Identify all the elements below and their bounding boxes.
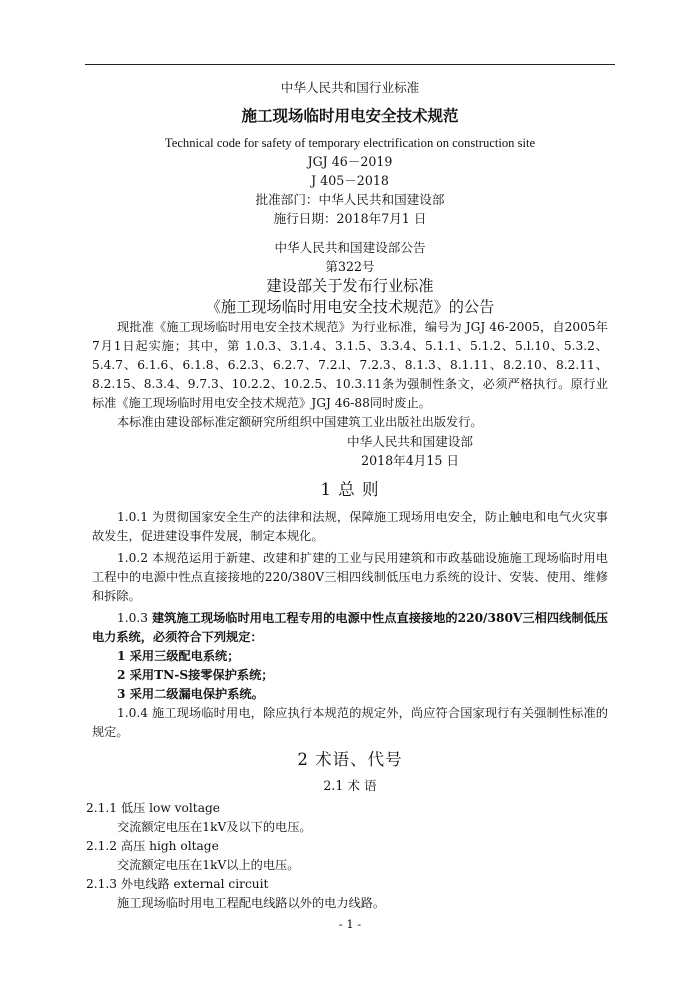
section-2-1-title: 2.1 术 语 xyxy=(323,778,377,793)
chapter-1-title: 1 总 则 xyxy=(320,480,380,499)
term-2-1-2: 2.1.2 高压 high oltage xyxy=(86,839,219,853)
clause-1-0-3 xyxy=(92,609,608,647)
document-page xyxy=(86,78,608,913)
term-2-1-2-definition: 交流额定电压在1kV以上的电压。 xyxy=(117,858,300,872)
document-title: 施工现场临时用电安全技术规范 xyxy=(241,106,459,125)
announcement-body: 现批准《施工现场临时用电安全技术规范》为行业标准，编号为 JGJ 46-2005，自2005年7月1日起实施；其中，第 1.0.3、3.1.4、3.1.5、3.3.4、5.1.1、5.1.2、5.l.10、5.3.2、5.4.7、6.1.6、6.1.8、6.2.3、6.2.7、7.2.l、7.2.3、8.1.3、8.1.11、8.2.10、8.2.11、8.2.15、8.3.4、9.7.3、10.2.2、10.2.5、10.3.11条为强制性条文，必须严格执行。原行业标准《施工现场临时用电安全技术规范》JGJ 46-88同时废止。 xyxy=(92,320,608,410)
chapter-2-title: 2 术语、代号 xyxy=(297,750,403,769)
announcement-title-line1: 建设部关于发布行业标准 xyxy=(266,277,434,295)
list-item: 3 采用二级漏电保护系统。 xyxy=(117,687,264,701)
announcement-publisher-note: 本标准由建设部标准定额研究所组织中国建筑工业出版社出版发行。 xyxy=(117,415,483,429)
announcement-issuer: 中华人民共和国建设部公告 xyxy=(274,240,426,255)
clause-1-0-4: 1.0.4 施工现场临时用电，除应执行本规范的规定外，尚应符合国家现行有关强制性标准的规定。 xyxy=(92,706,608,739)
list-item: 1 采用三级配电系统； xyxy=(117,649,240,663)
announcement-signer: 中华人民共和国建设部 xyxy=(347,434,473,449)
clause-1-0-3-text: 建筑施工现场临时用电工程专用的电源中性点直接接地的220/380V三相四线制低压电力系统，必须符合下列规定： xyxy=(92,611,608,644)
clause-1-0-2: 1.0.2 本规范运用于新建、改建和扩建的工业与民用建筑和市政基础设施施工现场临时用电工程中的电源中性点直接接地的220/380V三相四线制低压电力系统的设计、安装、使用、维修和拆除。 xyxy=(92,551,608,603)
standard-code-j: J 405－2018 xyxy=(311,173,389,188)
clause-1-0-1: 1.0.1 为贯彻国家安全生产的法律和法规，保障施工现场用电安全，防止触电和电气火灾事故发生，促进建设事件发展，制定本规化。 xyxy=(92,510,608,543)
effective-date: 施行日期：2018年7月1 日 xyxy=(273,211,427,226)
approval-department: 批准部门：中华人民共和国建设部 xyxy=(255,192,445,207)
announcement-title-line2: 《施工现场临时用电安全技术规范》的公告 xyxy=(205,298,495,316)
term-2-1-1-definition: 交流额定电压在1kV及以下的电压。 xyxy=(117,820,312,834)
term-2-1-1: 2.1.1 低压 low voltage xyxy=(86,801,220,815)
standard-category: 中华人民共和国行业标准 xyxy=(280,80,420,95)
header-rule xyxy=(85,64,615,65)
term-2-1-3: 2.1.3 外电线路 external circuit xyxy=(86,877,269,891)
list-item: 2 采用TN-S接零保护系统； xyxy=(117,668,274,682)
announcement-date: 2018年4月15 日 xyxy=(361,453,459,468)
page-number: - 1 - xyxy=(338,917,362,931)
announcement-number: 第322号 xyxy=(325,259,375,274)
standard-code-jgj: JGJ 46－2019 xyxy=(307,154,393,169)
english-title: Technical code for safety of temporary electrification on construction site xyxy=(164,136,536,150)
clause-1-0-3-number: 1.0.3 xyxy=(117,611,152,625)
term-2-1-3-definition: 施工现场临时用电工程配电线路以外的电力线路。 xyxy=(117,896,386,910)
